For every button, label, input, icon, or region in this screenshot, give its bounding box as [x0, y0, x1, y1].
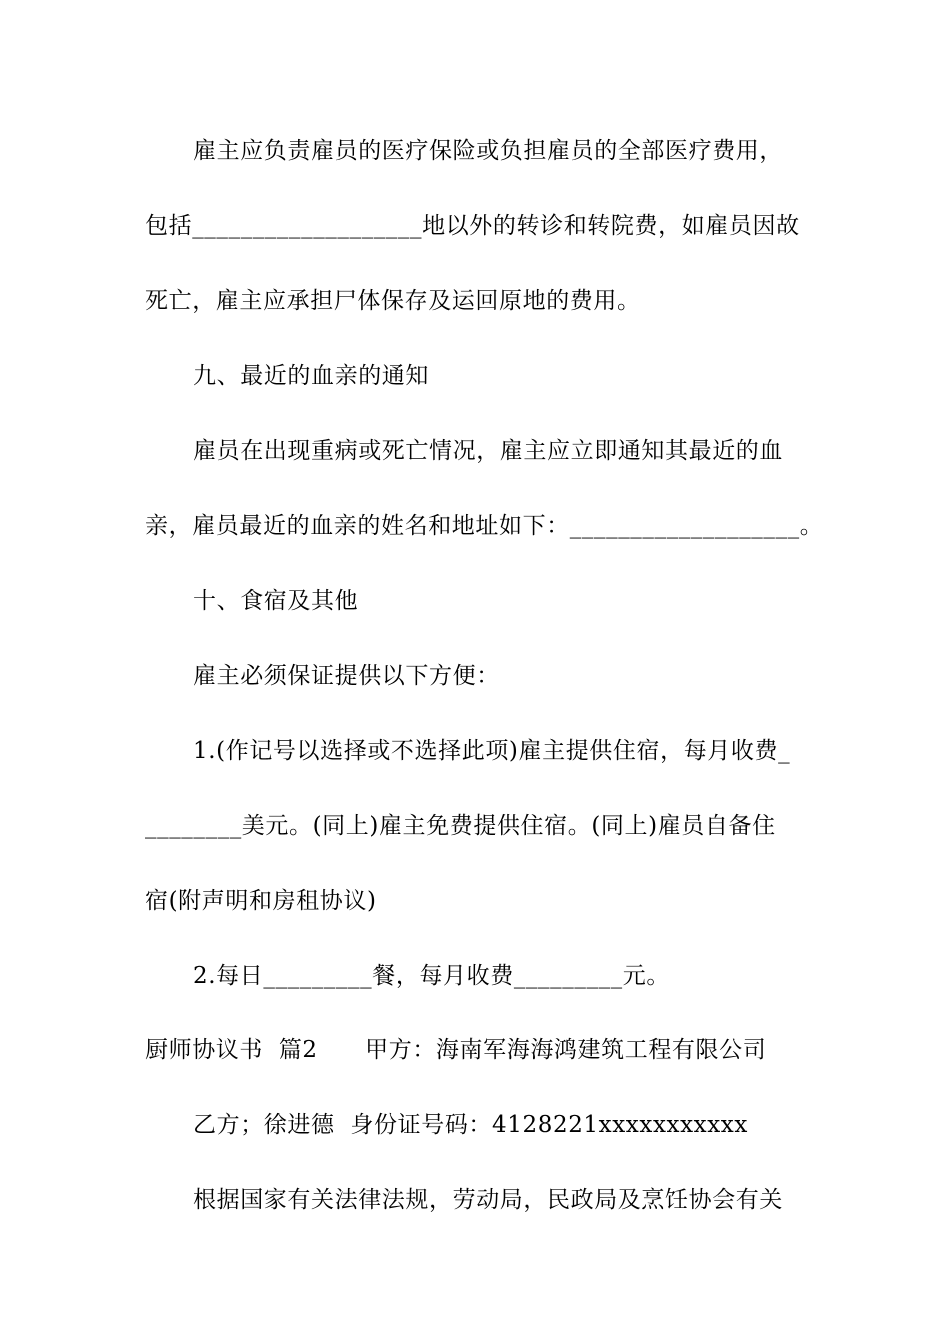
- paragraph-medical-insurance: 雇主应负责雇员的医疗保险或负担雇员的全部医疗费用，: [193, 138, 783, 164]
- paragraph-next-of-kin: 雇员在出现重病或死亡情况，雇主应立即通知其最近的血: [193, 438, 783, 464]
- paragraph-legal-basis: 根据国家有关法律法规，劳动局，民政局及烹饪协会有关: [193, 1187, 783, 1213]
- list-item-1-cont-2: 宿(附声明和房租协议): [145, 888, 377, 914]
- party-b-line: 乙方；徐进德 身份证号码：4128221xxxxxxxxxxx: [193, 1112, 748, 1138]
- section-heading-10: 十、食宿及其他: [193, 588, 359, 614]
- list-item-2: 2.每日_________餐，每月收费_________元。: [193, 963, 670, 989]
- paragraph-provisions: 雇主必须保证提供以下方便：: [193, 663, 500, 689]
- agreement-title-party-a: 厨师协议书 篇2 甲方：海南军海海鸿建筑工程有限公司: [145, 1037, 767, 1063]
- section-heading-9: 九、最近的血亲的通知: [193, 363, 429, 389]
- list-item-1-cont-1: ________美元。(同上)雇主免费提供住宿。(同上)雇员自备住: [145, 813, 776, 839]
- list-item-1: 1.(作记号以选择或不选择此项)雇主提供住宿，每月收费_: [193, 738, 791, 764]
- paragraph-next-of-kin-cont: 亲，雇员最近的血亲的姓名和地址如下：___________________。: [145, 513, 824, 539]
- paragraph-medical-insurance-cont-1: 包括___________________地以外的转诊和转院费，如雇员因故: [145, 213, 800, 239]
- paragraph-medical-insurance-cont-2: 死亡，雇主应承担尸体保存及运回原地的费用。: [145, 288, 641, 314]
